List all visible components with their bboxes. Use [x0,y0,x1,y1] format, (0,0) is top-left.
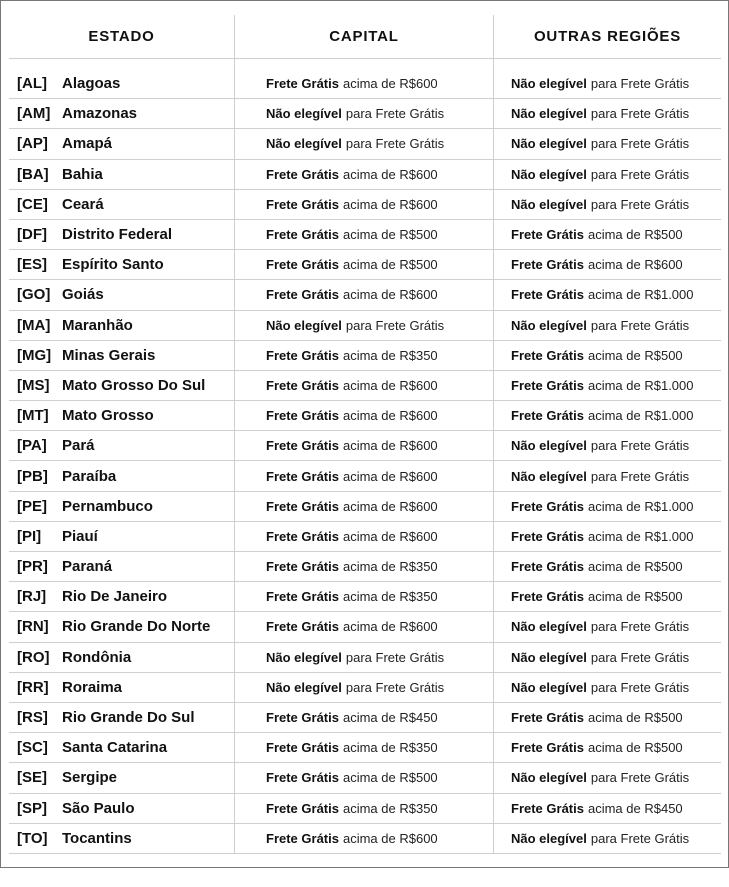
table-row [9,341,721,371]
state-code: [ES] [17,256,47,274]
state-name: Bahia [62,165,103,183]
state-name: Santa Catarina [62,739,168,757]
other-regions-cell [511,431,723,460]
state-code: [AP] [17,135,48,153]
other-regions-cell [511,552,723,581]
capital-detail: para Frete Grátis [345,317,445,333]
capital-status: Frete Grátis [266,287,339,303]
state-name: Espírito Santo [62,256,164,274]
capital-status: Frete Grátis [266,800,339,816]
other-regions-status: Não elegível [511,76,587,92]
table-row [9,522,721,552]
other-regions-detail: acima de R$500 [587,347,683,363]
capital-cell [266,673,494,702]
state-code: [MS] [17,376,50,394]
other-regions-status: Não elegível [511,438,587,454]
other-regions-detail: acima de R$500 [587,227,683,243]
capital-detail: acima de R$500 [342,770,438,786]
other-regions-status: Frete Grátis [511,559,584,575]
table-row [9,703,721,733]
capital-cell [266,129,494,158]
capital-detail: para Frete Grátis [345,136,445,152]
capital-cell [266,280,494,309]
other-regions-status: Frete Grátis [511,227,584,243]
other-regions-cell [511,160,723,189]
other-regions-status: Não elegível [511,619,587,635]
other-regions-cell [511,371,723,400]
capital-cell [266,220,494,249]
other-regions-status: Frete Grátis [511,589,584,605]
other-regions-cell [511,311,723,340]
state-code: [BA] [17,165,49,183]
capital-detail: acima de R$350 [342,740,438,756]
capital-detail: acima de R$500 [342,257,438,273]
capital-status: Frete Grátis [266,377,339,393]
capital-status: Frete Grátis [266,257,339,273]
other-regions-status: Frete Grátis [511,377,584,393]
other-regions-status: Não elegível [511,196,587,212]
capital-status: Frete Grátis [266,740,339,756]
capital-status: Frete Grátis [266,589,339,605]
state-code: [AM] [17,105,51,123]
capital-status: Frete Grátis [266,438,339,454]
state-name: Rio Grande Do Norte [62,618,211,636]
capital-status: Frete Grátis [266,227,339,243]
other-regions-cell [511,492,723,521]
table-row [9,612,721,642]
other-regions-detail: para Frete Grátis [590,679,690,695]
state-code: [RS] [17,709,48,727]
other-regions-detail: para Frete Grátis [590,76,690,92]
capital-detail: acima de R$600 [342,196,438,212]
header-capital: CAPITAL [329,28,399,45]
state-code: [SP] [17,799,47,817]
capital-cell [266,643,494,672]
other-regions-cell [511,522,723,551]
other-regions-status: Não elegível [511,317,587,333]
capital-status: Frete Grátis [266,710,339,726]
state-name: Mato Grosso Do Sul [62,376,206,394]
state-code: [MA] [17,316,51,334]
state-name: Maranhão [62,316,133,334]
other-regions-status: Não elegível [511,649,587,665]
table-row [9,492,721,522]
capital-cell [266,552,494,581]
other-regions-cell [511,250,723,279]
other-regions-detail: acima de R$1.000 [587,408,694,424]
other-regions-cell [511,190,723,219]
capital-status: Frete Grátis [266,619,339,635]
other-regions-status: Não elegível [511,830,587,846]
state-name: Paraíba [62,467,117,485]
table-row [9,673,721,703]
capital-detail: acima de R$450 [342,710,438,726]
capital-detail: acima de R$600 [342,830,438,846]
state-code: [TO] [17,829,48,847]
other-regions-detail: acima de R$500 [587,589,683,605]
table-row [9,371,721,401]
other-regions-status: Não elegível [511,679,587,695]
capital-cell [266,69,494,98]
other-regions-detail: acima de R$450 [587,800,683,816]
capital-detail: para Frete Grátis [345,649,445,665]
state-name: Goiás [62,286,104,304]
state-code: [RO] [17,648,50,666]
state-code: [PA] [17,437,47,455]
other-regions-detail: acima de R$500 [587,559,683,575]
other-regions-cell [511,401,723,430]
state-code: [AL] [17,75,47,93]
capital-status: Frete Grátis [266,196,339,212]
state-code: [RJ] [17,588,47,606]
capital-detail: acima de R$600 [342,287,438,303]
capital-detail: acima de R$600 [342,408,438,424]
other-regions-cell [511,220,723,249]
table-row [9,461,721,491]
other-regions-status: Não elegível [511,770,587,786]
table-row [9,311,721,341]
capital-cell [266,311,494,340]
state-code: [CE] [17,195,48,213]
capital-cell [266,763,494,792]
state-name: Roraima [62,678,123,696]
capital-cell [266,733,494,762]
capital-cell [266,794,494,823]
capital-status: Frete Grátis [266,559,339,575]
capital-detail: acima de R$600 [342,498,438,514]
capital-cell [266,401,494,430]
other-regions-status: Frete Grátis [511,498,584,514]
other-regions-status: Frete Grátis [511,710,584,726]
capital-cell [266,371,494,400]
state-name: Distrito Federal [62,226,173,244]
state-code: [PB] [17,467,48,485]
table-row [9,190,721,220]
capital-cell [266,612,494,641]
other-regions-cell [511,703,723,732]
table-row [9,431,721,461]
capital-status: Frete Grátis [266,76,339,92]
other-regions-cell [511,69,723,98]
other-regions-detail: para Frete Grátis [590,468,690,484]
table-row [9,794,721,824]
other-regions-detail: acima de R$1.000 [587,498,694,514]
state-code: [SE] [17,769,47,787]
other-regions-detail: para Frete Grátis [590,317,690,333]
capital-status: Frete Grátis [266,347,339,363]
table-row [9,129,721,159]
capital-cell [266,824,494,853]
capital-detail: para Frete Grátis [345,106,445,122]
capital-cell [266,492,494,521]
capital-detail: acima de R$350 [342,800,438,816]
other-regions-cell [511,673,723,702]
table-row [9,69,721,99]
other-regions-detail: acima de R$1.000 [587,287,694,303]
other-regions-status: Frete Grátis [511,287,584,303]
table-body [9,69,721,854]
state-name: Rio Grande Do Sul [62,709,195,727]
other-regions-detail: para Frete Grátis [590,619,690,635]
capital-detail: acima de R$600 [342,76,438,92]
table-header [9,15,721,59]
state-code: [SC] [17,739,48,757]
capital-status: Frete Grátis [266,830,339,846]
capital-detail: acima de R$600 [342,468,438,484]
capital-status: Não elegível [266,106,342,122]
table-row [9,99,721,129]
capital-detail: acima de R$600 [342,377,438,393]
capital-cell [266,341,494,370]
other-regions-detail: acima de R$500 [587,740,683,756]
state-code: [GO] [17,286,51,304]
state-name: Rondônia [62,648,132,666]
table-row [9,643,721,673]
state-name: Amapá [62,135,113,153]
state-name: Ceará [62,195,104,213]
table-row [9,824,721,854]
state-name: Minas Gerais [62,346,156,364]
other-regions-cell [511,461,723,490]
capital-status: Frete Grátis [266,408,339,424]
other-regions-detail: para Frete Grátis [590,136,690,152]
header-other-regions: OUTRAS REGIÕES [533,28,682,45]
other-regions-cell [511,129,723,158]
other-regions-cell [511,794,723,823]
capital-status: Frete Grátis [266,498,339,514]
table-row [9,250,721,280]
state-code: [DF] [17,226,47,244]
other-regions-detail: acima de R$500 [587,710,683,726]
state-code: [PR] [17,558,48,576]
capital-status: Frete Grátis [266,770,339,786]
capital-status: Frete Grátis [266,166,339,182]
state-name: Rio De Janeiro [62,588,168,606]
state-code: [PI] [17,527,42,545]
capital-status: Não elegível [266,679,342,695]
state-name: São Paulo [62,799,135,817]
capital-detail: acima de R$350 [342,559,438,575]
other-regions-status: Frete Grátis [511,257,584,273]
capital-cell [266,250,494,279]
capital-cell [266,703,494,732]
other-regions-cell [511,341,723,370]
other-regions-status: Frete Grátis [511,528,584,544]
table-row [9,220,721,250]
other-regions-status: Não elegível [511,136,587,152]
state-name: Pernambuco [62,497,153,515]
capital-status: Não elegível [266,136,342,152]
other-regions-detail: acima de R$1.000 [587,377,694,393]
state-name: Sergipe [62,769,118,787]
capital-cell [266,522,494,551]
state-name: Piauí [62,527,98,545]
capital-cell [266,99,494,128]
other-regions-detail: para Frete Grátis [590,649,690,665]
state-code: [MT] [17,407,49,425]
capital-detail: acima de R$600 [342,528,438,544]
table-row [9,401,721,431]
table-row [9,552,721,582]
state-code: [RR] [17,678,49,696]
other-regions-cell [511,99,723,128]
capital-cell [266,160,494,189]
capital-cell [266,461,494,490]
table-row [9,582,721,612]
capital-detail: acima de R$350 [342,589,438,605]
other-regions-cell [511,733,723,762]
other-regions-detail: para Frete Grátis [590,438,690,454]
capital-cell [266,582,494,611]
capital-status: Não elegível [266,649,342,665]
other-regions-cell [511,643,723,672]
capital-status: Frete Grátis [266,528,339,544]
capital-detail: para Frete Grátis [345,679,445,695]
capital-cell [266,190,494,219]
other-regions-detail: acima de R$600 [587,257,683,273]
other-regions-detail: para Frete Grátis [590,196,690,212]
capital-detail: acima de R$350 [342,347,438,363]
table-row [9,733,721,763]
state-code: [MG] [17,346,52,364]
other-regions-detail: para Frete Grátis [590,106,690,122]
state-name: Amazonas [62,105,138,123]
state-code: [RN] [17,618,49,636]
table-row [9,280,721,310]
other-regions-status: Não elegível [511,166,587,182]
other-regions-detail: para Frete Grátis [590,830,690,846]
other-regions-status: Não elegível [511,106,587,122]
capital-detail: acima de R$600 [342,619,438,635]
capital-detail: acima de R$600 [342,438,438,454]
state-code: [PE] [17,497,47,515]
capital-detail: acima de R$600 [342,166,438,182]
other-regions-cell [511,280,723,309]
capital-cell [266,431,494,460]
table-row [9,160,721,190]
state-name: Pará [62,437,95,455]
other-regions-cell [511,824,723,853]
other-regions-cell [511,763,723,792]
other-regions-detail: acima de R$1.000 [587,528,694,544]
capital-status: Não elegível [266,317,342,333]
other-regions-status: Frete Grátis [511,800,584,816]
other-regions-cell [511,612,723,641]
other-regions-status: Frete Grátis [511,740,584,756]
other-regions-status: Frete Grátis [511,408,584,424]
other-regions-status: Frete Grátis [511,347,584,363]
state-name: Alagoas [62,75,121,93]
header-state: ESTADO [88,28,155,45]
other-regions-detail: para Frete Grátis [590,166,690,182]
state-name: Mato Grosso [62,407,154,425]
state-name: Paraná [62,558,113,576]
state-name: Tocantins [62,829,132,847]
capital-status: Frete Grátis [266,468,339,484]
table-row [9,763,721,793]
other-regions-status: Não elegível [511,468,587,484]
other-regions-detail: para Frete Grátis [590,770,690,786]
capital-detail: acima de R$500 [342,227,438,243]
other-regions-cell [511,582,723,611]
